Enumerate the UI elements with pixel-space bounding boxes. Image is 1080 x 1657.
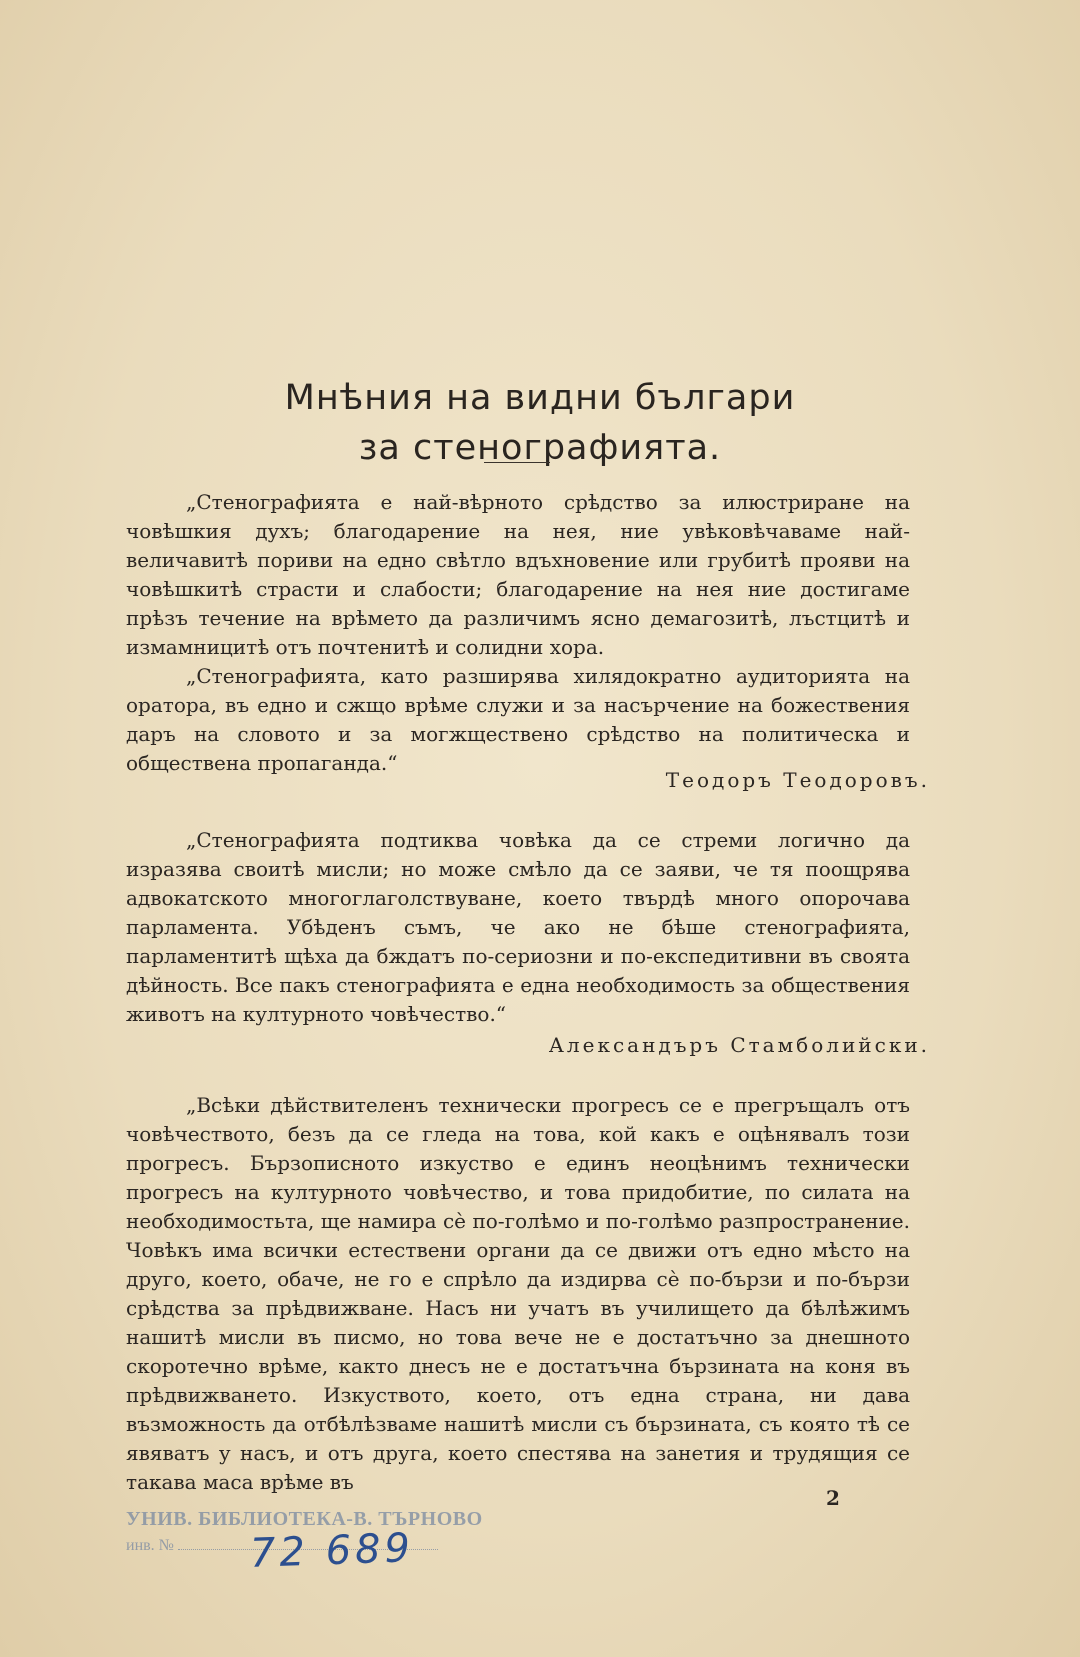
quote-paragraph: „Стенографията, като разширява хилядократно аудиторията на оратора, въ едно и сжщо врѣме служи и за насърчение на божествения даръ на словото и за могжществено срѣдство на политическа и обществена пропаганда.“	[126, 664, 910, 775]
page-number: 2	[826, 1486, 840, 1510]
page-title	[0, 373, 1080, 473]
quote-block-2	[126, 826, 910, 1029]
quote-block-3	[126, 1091, 910, 1497]
stamp-inventory-label: инв. №	[126, 1537, 174, 1554]
quote-author: Александъръ Стамболийски.	[548, 1033, 930, 1057]
title-line-2: за стенографията.	[358, 428, 722, 469]
quote-paragraph: „Стенографията е най-вѣрното срѣдство за илюстриране на човѣшкия духъ; благодарение на нея, ние увѣковѣчаваме най-величавитѣ пориви на едно свѣтло вдъхновение или грубитѣ прояви на човѣшкитѣ страсти и слабости; благодарение на нея ние достигаме прѣзъ течение на врѣмето да различимъ ясно демагозитѣ, лъстцитѣ и измамницитѣ отъ почтенитѣ и солидни хора.	[126, 490, 910, 659]
quote-author: Теодоръ Теодоровъ.	[665, 768, 930, 792]
title-line-1: Мнѣния на видни българи	[284, 378, 796, 419]
quote-paragraph: „Всѣки дѣйствителенъ технически прогресъ се е прегръщалъ отъ човѣчеството, безъ да се гледа на това, кой какъ е оцѣнявалъ този прогресъ. Бързописното изкуство е единъ неоцѣнимъ технически прогресъ на културното човѣчество, и това придобитие, по силата на необходимостьта, ще намира сѐ по-голѣмо и по-голѣмо разпространение. Човѣкъ има всички естествени органи да се движи отъ едно мѣсто на друго, което, обаче, не го е спрѣло да издирва сѐ по-бързи и по-бързи срѣдства за прѣдвижване. Насъ ни учатъ въ училището да бѣлѣжимъ нашитѣ мисли въ писмо, но това вече не е достатъчно за днешното скоротечно врѣме, както днесъ не е достатъчна бързината на коня въ прѣдвижването. Изкуството, което, отъ една страна, ни дава възможность да отбѣлѣзваме нашитѣ мисли съ бързината, съ която тѣ се явяватъ у насъ, и отъ друга, което спестява на занетия и трудящия се такава маса врѣме въ	[126, 1093, 910, 1494]
handwritten-inventory-number: 72 689	[249, 1525, 415, 1577]
stamp-library-name: УНИВ. БИБЛИОТЕКА-В. ТЪРНОВО	[126, 1508, 483, 1530]
title-divider	[484, 462, 550, 463]
quote-block-1	[126, 488, 910, 778]
quote-paragraph: „Стенографията подтиква човѣка да се стреми логично да изразява своитѣ мисли; но може смѣло да се заяви, че тя поощрява адвокатското многоглаголствуване, което твърдѣ много опорочава парламента. Убѣденъ съмъ, че ако не бѣше стенографията, парламентитѣ щѣха да бждатъ по-сериозни и по-експедитивни въ своята дѣйность. Все пакъ стенографията е една необходимость за обществения животъ на културното човѣчество.“	[126, 828, 910, 1026]
